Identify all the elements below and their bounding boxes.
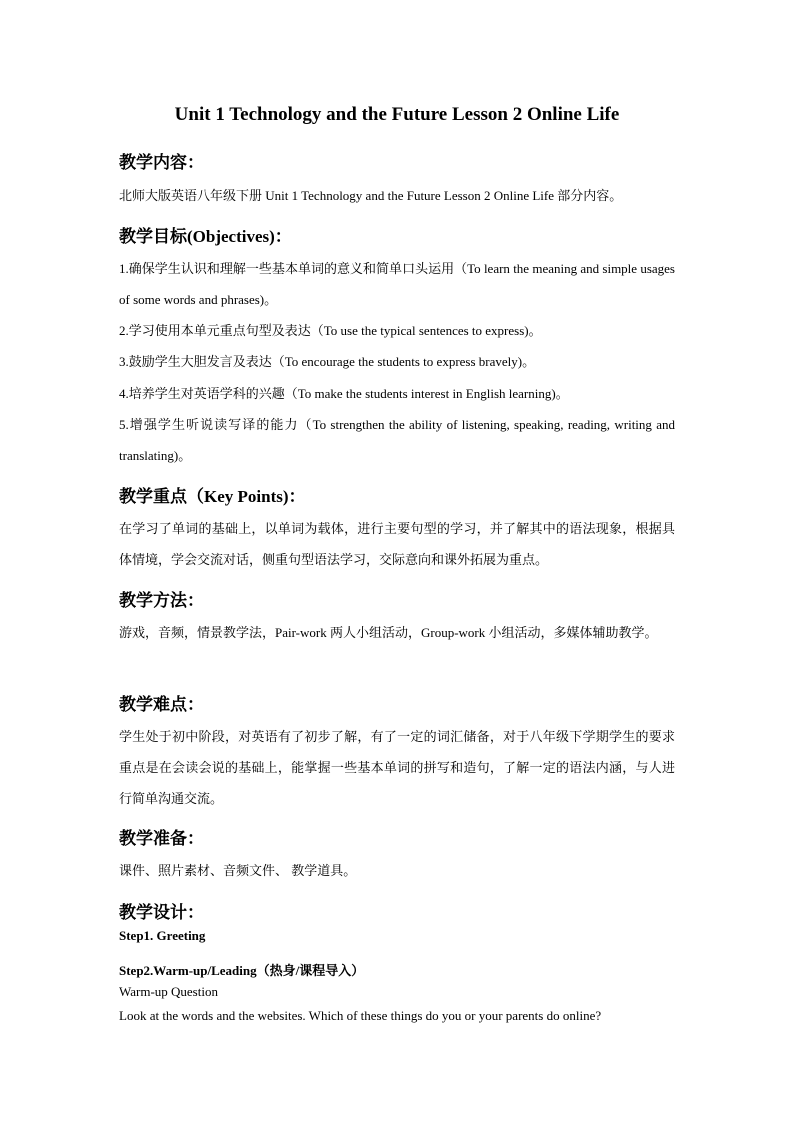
key-points-heading: 教学重点（Key Points)： xyxy=(119,487,306,506)
methods-heading: 教学方法： xyxy=(119,591,204,610)
document-title: Unit 1 Technology and the Future Lesson 2 Online Life xyxy=(174,104,620,125)
objective-item-2: 2.学习使用本单元重点句型及表达（To use the typical sentences to express)。 xyxy=(119,323,542,338)
objectives-heading: 教学目标(Objectives)： xyxy=(119,227,292,246)
objective-item-5: 5.增强学生听说读写译的能力（To strengthen the ability of listening, speaking, reading, writing and translating)。 xyxy=(119,417,675,463)
design-heading: 教学设计： xyxy=(119,903,204,922)
difficulties-text: 学生处于初中阶段，对英语有了初步了解，有了一定的词汇储备，对于八年级下学期学生的要求重点是在会读会说的基础上，能掌握一些基本单词的拼写和造句，了解一定的语法内涵，与人进行简单沟通交流。 xyxy=(119,729,675,806)
warmup-question: Look at the words and the websites. Which of these things do you or your parents do online? xyxy=(119,1008,602,1023)
preparation-text: 课件、照片素材、音频文件、 教学道具。 xyxy=(119,863,357,878)
objective-item-1: 1.确保学生认识和理解一些基本单词的意义和简单口头运用（To learn the meaning and simple usages of some words and phrases)。 xyxy=(119,261,675,307)
design-step1: Step1. Greeting xyxy=(119,928,206,943)
objective-item-4: 4.培养学生对英语学科的兴趣（To make the students interest in English learning)。 xyxy=(119,386,569,401)
content-text: 北师大版英语八年级下册 Unit 1 Technology and the Future Lesson 2 Online Life 部分内容。 xyxy=(119,188,623,203)
objective-item-3: 3.鼓励学生大胆发言及表达（To encourage the students to express bravely)。 xyxy=(119,354,536,369)
key-points-text: 在学习了单词的基础上，以单词为载体，进行主要句型的学习，并了解其中的语法现象，根据具体情境，学会交流对话，侧重句型语法学习，交际意向和课外拓展为重点。 xyxy=(119,521,675,567)
content-heading: 教学内容： xyxy=(119,153,204,172)
preparation-heading: 教学准备： xyxy=(119,829,204,848)
difficulties-heading: 教学难点： xyxy=(119,695,204,714)
design-step2: Step2.Warm-up/Leading（热身/课程导入） xyxy=(119,963,365,978)
warmup-label: Warm-up Question xyxy=(119,984,218,999)
methods-text: 游戏，音频，情景教学法，Pair-work 两人小组活动，Group-work 小组活动，多媒体辅助教学。 xyxy=(119,625,658,640)
